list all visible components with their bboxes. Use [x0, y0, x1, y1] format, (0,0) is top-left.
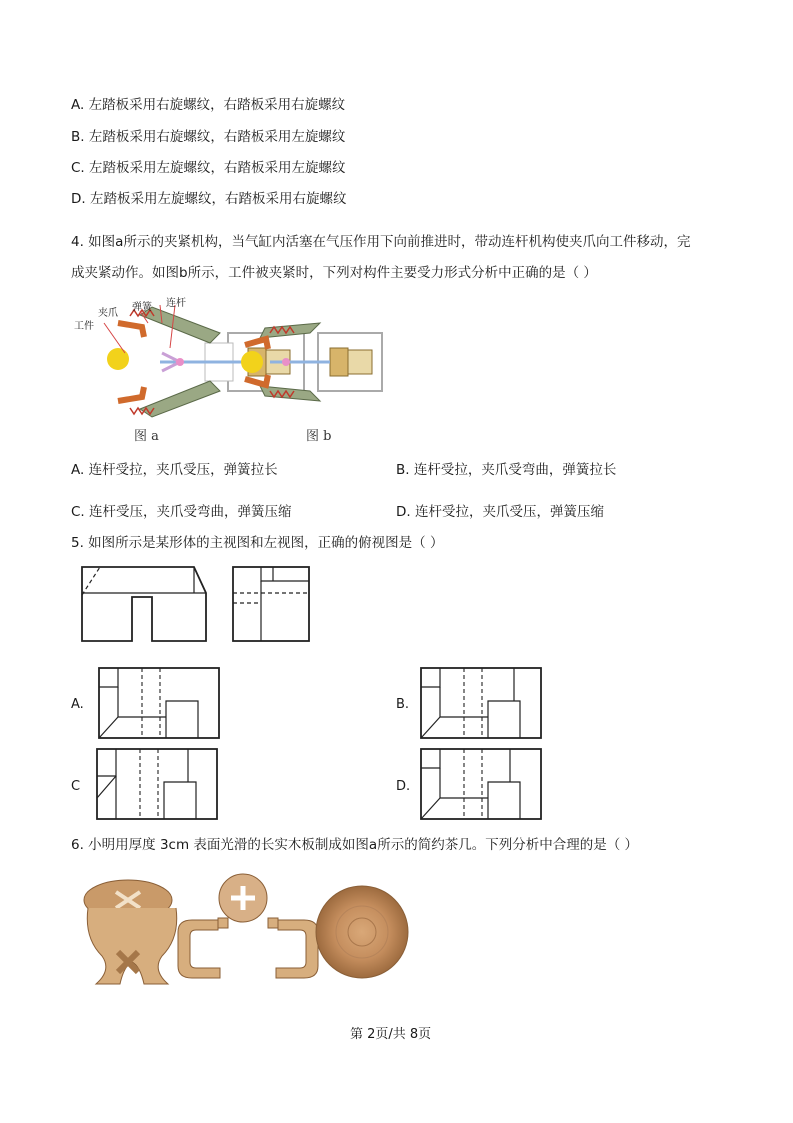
q3-option-a: A. 左踏板采用右旋螺纹，右踏板采用右旋螺纹	[71, 97, 346, 113]
q3-option-d: D. 左踏板采用左旋螺纹，右踏板采用右旋螺纹	[71, 191, 347, 207]
q6-stem: 6. 小明用厚度 3cm 表面光滑的长实木板制成如图a所示的简约茶几。下列分析中合理的是（ ）	[71, 837, 638, 853]
q4-option-c: C. 连杆受压，夹爪受弯曲，弹簧压缩	[71, 504, 292, 520]
q5-front-view	[82, 567, 208, 641]
q5-option-a-label: A.	[71, 697, 84, 712]
q4-stem-line2: 成夹紧动作。如图b所示，工件被夹紧时，下列对构件主要受力形式分析中正确的是（ ）	[71, 265, 597, 281]
q5-option-b-top-view	[420, 667, 542, 739]
label-spring: 弹簧	[132, 302, 152, 313]
q5-stem: 5. 如图所示是某形体的主视图和左视图，正确的俯视图是（ ）	[71, 535, 444, 551]
label-rod: 连杆	[166, 298, 186, 309]
caption-figure-a: 图 a	[134, 429, 159, 444]
q5-option-d-label: D.	[396, 779, 411, 794]
q5-left-view	[233, 567, 311, 641]
q5-option-a-top-view	[98, 667, 220, 739]
figure-b-mechanism	[241, 323, 382, 401]
q5-option-c-label: C	[71, 779, 81, 794]
page-footer: 第 2页/共 8页	[350, 1027, 432, 1042]
q4-option-d: D. 连杆受拉，夹爪受压，弹簧压缩	[396, 504, 604, 520]
label-workpiece: 工件	[74, 321, 94, 332]
q4-option-b: B. 连杆受拉，夹爪受弯曲，弹簧拉长	[396, 462, 617, 478]
round-tabletop-image	[316, 886, 408, 978]
q5-option-d-top-view	[420, 748, 542, 820]
assembled-table-image	[84, 880, 177, 984]
q4-stem-line1: 4. 如图a所示的夹紧机构，当气缸内活塞在气压作用下向前推进时，带动连杆机构使夹爪向工件移动，完	[71, 234, 691, 250]
caption-figure-b: 图 b	[306, 429, 332, 444]
disassembled-parts-image	[178, 874, 318, 978]
q6-tea-table-figure	[78, 872, 410, 992]
label-claw: 夹爪	[98, 308, 118, 319]
q3-option-b: B. 左踏板采用右旋螺纹，右踏板采用左旋螺纹	[71, 129, 346, 145]
q4-option-a: A. 连杆受拉，夹爪受压，弹簧拉长	[71, 462, 278, 478]
q4-clamp-mechanism-figure	[70, 293, 390, 448]
q3-option-c: C. 左踏板采用左旋螺纹，右踏板采用左旋螺纹	[71, 160, 346, 176]
q5-option-c-top-view	[96, 748, 218, 820]
q5-option-b-label: B.	[396, 697, 410, 712]
